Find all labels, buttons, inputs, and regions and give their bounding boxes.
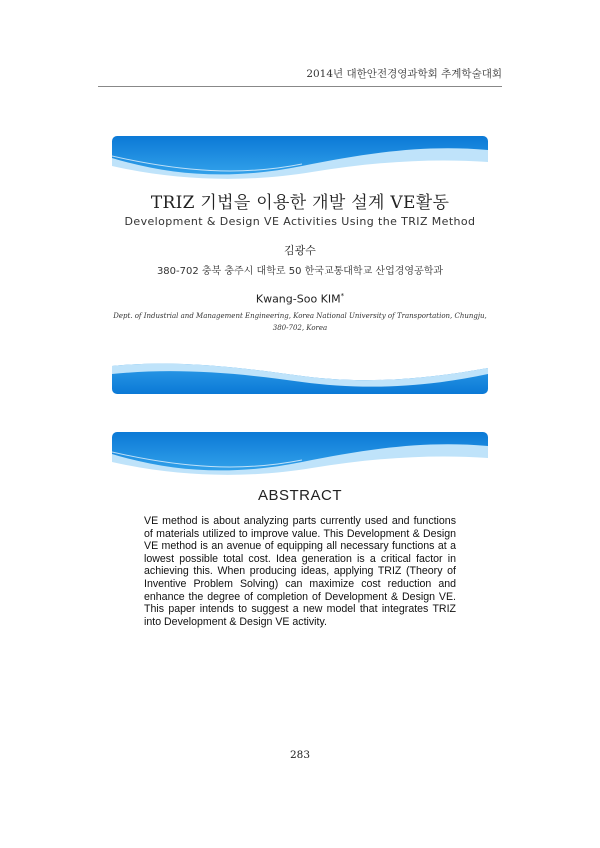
affiliation-korean: 380-702 충북 충주시 대학로 50 한국교통대학교 산업경영공학과 — [156, 266, 444, 277]
affiliation-english — [104, 310, 496, 334]
author-english-line — [0, 292, 600, 306]
abstract-banner — [112, 432, 488, 478]
header-rule — [98, 86, 502, 87]
title-block — [100, 188, 500, 228]
title-top-banner — [112, 136, 488, 182]
author-mark: * — [340, 292, 345, 300]
running-header: 2014년 대한안전경영과학회 추계학술대회 — [306, 68, 502, 80]
title-english: Development & Design VE Activities Using the TRIZ Method — [124, 215, 476, 228]
affiliation-english-line1: Dept. of Industrial and Management Engineering, Korea National University of Transportation, Chungju, — [113, 312, 487, 320]
page-number: 283 — [289, 749, 311, 761]
abstract-heading: ABSTRACT — [257, 487, 342, 504]
abstract-wave-graphic — [112, 432, 488, 478]
author-korean: 김광수 — [284, 244, 316, 257]
author-english: Kwang-Soo KIM — [255, 292, 341, 306]
bottom-wave-graphic — [112, 352, 488, 394]
top-wave-graphic — [112, 136, 488, 182]
title-korean: TRIZ 기법을 이용한 개발 설계 VE활동 — [150, 193, 450, 213]
abstract-body: VE method is about analyzing parts currently used and functions of materials utilized to improve value. This Development & Design VE method is an avenue of equipping all necessary functions at a lowest possible total cost. Idea generation is a critical factor in achieving this. When producing ideas, applying TRIZ (Theory of Inventive Problem Solving) can maximize cost reduction and enhance the degree of completion of Development & Design VE. This paper intends to suggest a new model that integrates TRIZ into Development & Design VE activity. — [144, 515, 456, 628]
affiliation-english-line2: 380-702, Korea — [272, 324, 328, 332]
title-bottom-banner — [112, 352, 488, 394]
